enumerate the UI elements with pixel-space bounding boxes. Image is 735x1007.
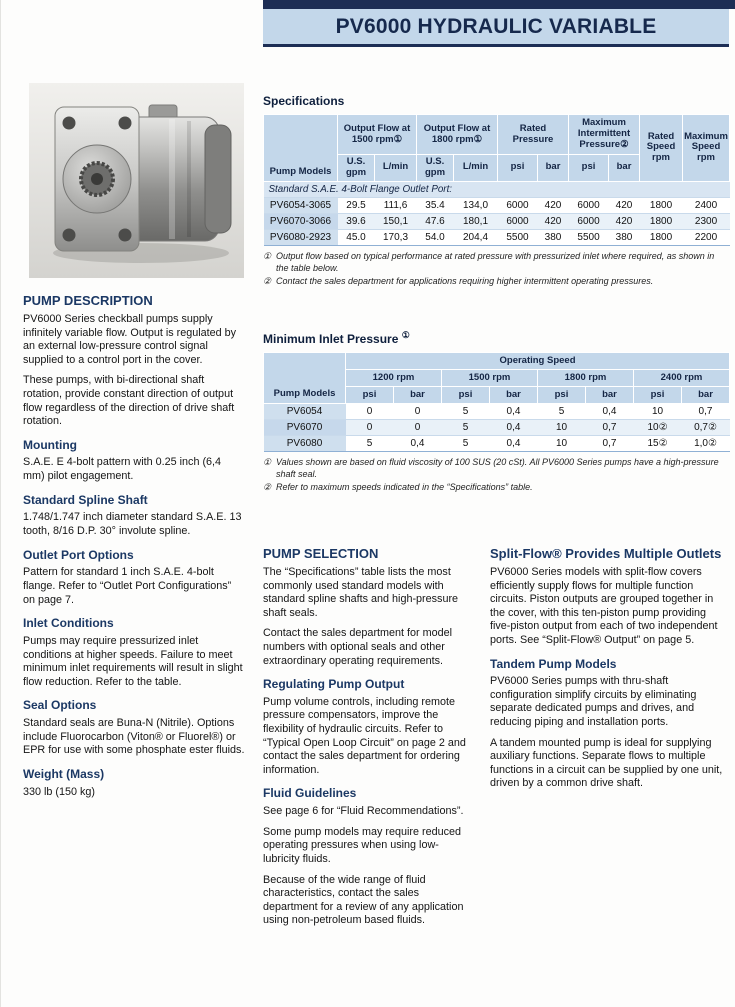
column-header: L/min — [454, 155, 498, 182]
cell: 420 — [538, 213, 569, 229]
cell: 47.6 — [417, 213, 454, 229]
table-row — [264, 436, 730, 452]
cell: 1,0② — [682, 436, 730, 452]
column-header: bar — [538, 155, 569, 182]
cell: 39.6 — [338, 213, 375, 229]
paragraph: 1.748/1.747 inch diameter standard S.A.E. 13 tooth, 8/16 D.P. 30° involute spline. — [23, 511, 242, 538]
section-pump-description — [23, 294, 245, 429]
inlet-pressure-heading — [263, 330, 729, 346]
page-title: PV6000 HYDRAULIC VARIABLE — [335, 14, 657, 38]
cell: 0,7 — [586, 420, 634, 436]
section-heading: Split-Flow® Provides Multiple Outlets — [490, 546, 722, 561]
specifications-heading: Specifications — [263, 94, 345, 108]
column-header: bar — [394, 387, 442, 404]
cell: 0,4 — [586, 404, 634, 420]
column-header: psi — [346, 387, 394, 404]
column-header: 1500 rpm — [442, 370, 538, 387]
cell: 0,7 — [682, 404, 730, 420]
cell: 0,4 — [490, 436, 538, 452]
paragraph: A tandem mounted pump is ideal for supplying auxiliary functions. Separate flows to multiple functions in a circuit can be supplied by one unit, driven by a common drive shaft. — [490, 736, 723, 790]
paragraph: Standard seals are Buna-N (Nitrile). Options include Fluorocarbon (Viton® or Fluorel®) or EPR for use with some phosphate ester fluids. — [23, 717, 245, 757]
cell: 5 — [442, 420, 490, 436]
cell: 0 — [394, 420, 442, 436]
header-top-bar — [263, 0, 735, 9]
column-header: bar — [490, 387, 538, 404]
cell: 0 — [346, 404, 394, 420]
pump-photo — [29, 83, 244, 278]
paragraph: PV6000 Series checkball pumps supply infinitely variable flow. Output is regulated by an external low-pressure control signal supplied to a control port in the cover. — [23, 312, 237, 366]
section-mounting — [23, 439, 245, 484]
cell: 1800 — [640, 229, 683, 245]
column-header: 1200 rpm — [346, 370, 442, 387]
paragraph: Some pump models may require reduced operating pressures when using low-lubricity fluids. — [263, 825, 462, 866]
paragraph: Because of the wide range of fluid characteristics, contact the sales department for a review of any application using non-petroleum based fluids. — [263, 873, 464, 927]
cell: 5500 — [498, 229, 538, 245]
cell: 0,7 — [586, 436, 634, 452]
column-header: U.S. gpm — [338, 155, 375, 182]
cell: 0,7② — [682, 420, 730, 436]
cell-model: PV6070-3066 — [264, 213, 338, 229]
cell: 420 — [609, 213, 640, 229]
paragraph: S.A.E. E 4-bolt pattern with 0.25 inch (6,4 mm) pilot engagement. — [23, 456, 222, 483]
section-tandem-pump-models — [490, 658, 729, 792]
section-heading: PUMP DESCRIPTION — [23, 293, 153, 308]
column-header: bar — [609, 155, 640, 182]
cell: 10 — [634, 404, 682, 420]
table-subheader: Standard S.A.E. 4-Bolt Flange Outlet Port: — [264, 181, 730, 197]
section-standard-spline-shaft — [23, 494, 245, 539]
column-header: Pump Models — [264, 353, 346, 404]
section-heading: PUMP SELECTION — [263, 546, 379, 561]
cell: 5 — [442, 436, 490, 452]
cell: 2300 — [683, 213, 730, 229]
pump-selection-column — [263, 547, 475, 935]
column-header: 2400 rpm — [634, 370, 730, 387]
column-header: Output Flow at 1800 rpm① — [417, 115, 498, 155]
section-heading: Fluid Guidelines — [263, 786, 357, 801]
cell: 2400 — [683, 197, 730, 213]
paragraph: Pump volume controls, including remote pressure compensators, improve the flexibility of hydraulic circuits. Refer to “Typical Open Loop Circuit” on page 2 and contact the sales department for ordering information. — [263, 695, 466, 776]
paragraph: Contact the sales department for model numbers with optional seals and other extraordinary operating requirements. — [263, 627, 453, 667]
column-header: psi — [538, 387, 586, 404]
footnote — [263, 251, 729, 274]
column-header: Maximum Intermittent Pressure② — [569, 115, 640, 155]
heading-footnote-ref: ① — [401, 330, 410, 340]
column-header: psi — [569, 155, 609, 182]
section-pump-selection — [263, 547, 475, 668]
cell: 35.4 — [417, 197, 454, 213]
section-heading: Mounting — [23, 437, 77, 452]
footnote-marker: ① — [263, 250, 272, 261]
inlet-pressure-table — [263, 352, 730, 452]
cell: 5500 — [569, 229, 609, 245]
column-header: psi — [442, 387, 490, 404]
cell: 10 — [538, 420, 586, 436]
header-row — [264, 115, 730, 155]
table-row — [264, 229, 730, 245]
cell: 54.0 — [417, 229, 454, 245]
column-header: bar — [682, 387, 730, 404]
cell: 420 — [538, 197, 569, 213]
section-heading: Standard Spline Shaft — [23, 492, 148, 507]
paragraph: 330 lb (150 kg) — [23, 785, 96, 798]
cell: 0,4 — [490, 404, 538, 420]
cell: 380 — [609, 229, 640, 245]
section-heading: Seal Options — [23, 698, 97, 713]
table-row — [264, 213, 730, 229]
column-header: Pump Models — [264, 115, 338, 182]
specifications-table — [263, 114, 730, 246]
table-row — [264, 197, 730, 213]
inlet-pressure-block — [263, 330, 729, 496]
table-row — [264, 404, 730, 420]
title-band — [263, 9, 729, 47]
paragraph: The “Specifications” table lists the most commonly used standard models with standard spline shafts and high-pressure shaft seals. — [263, 565, 459, 619]
footnote-marker: ② — [263, 276, 272, 287]
cell: 0,4 — [394, 436, 442, 452]
paragraph: Pumps may require pressurized inlet conditions at higher speeds. Failure to meet minimum inlet requirements will result in slight flow reduction. Refer to the table. — [23, 635, 243, 688]
cell: 0 — [346, 420, 394, 436]
footnote — [263, 482, 729, 494]
column-header: Maximum Speed rpm — [683, 115, 730, 182]
column-header: Rated Pressure — [498, 115, 569, 155]
column-header: bar — [586, 387, 634, 404]
column-header: Rated Speed rpm — [640, 115, 683, 182]
footnote-text: Contact the sales department for applications requiring higher intermittent operating pressures. — [276, 276, 654, 287]
cell-model: PV6070 — [264, 420, 346, 436]
cell: 111,6 — [375, 197, 417, 213]
column-header: 1800 rpm — [538, 370, 634, 387]
cell: 45.0 — [338, 229, 375, 245]
left-column — [23, 294, 245, 806]
cell: 1800 — [640, 213, 683, 229]
footnote-marker: ② — [263, 482, 272, 493]
column-header: U.S. gpm — [417, 155, 454, 182]
cell: 10 — [538, 436, 586, 452]
section-heading: Weight (Mass) — [23, 766, 105, 781]
section-regulating-pump-output — [263, 678, 475, 777]
section-inlet-conditions — [23, 617, 245, 689]
header-row — [264, 353, 730, 370]
footnote — [263, 457, 729, 480]
cell-model: PV6054-3065 — [264, 197, 338, 213]
cell: 5 — [346, 436, 394, 452]
cell: 6000 — [569, 197, 609, 213]
specifications-block — [263, 94, 729, 290]
paragraph: See page 6 for “Fluid Recommendations”. — [263, 805, 464, 818]
cell: 15② — [634, 436, 682, 452]
cell: 2200 — [683, 229, 730, 245]
footnote-text: Output flow based on typical performance at rated pressure with pressurized inlet where required, as shown in the table below. — [276, 250, 715, 273]
section-fluid-guidelines — [263, 787, 475, 928]
cell: 420 — [609, 197, 640, 213]
footnote — [263, 276, 729, 288]
cell: 1800 — [640, 197, 683, 213]
cell-model: PV6054 — [264, 404, 346, 420]
table-subheader-row — [264, 181, 730, 197]
section-heading: Inlet Conditions — [23, 616, 114, 631]
cell: 6000 — [498, 197, 538, 213]
cell: 6000 — [569, 213, 609, 229]
column-header: L/min — [375, 155, 417, 182]
cell: 380 — [538, 229, 569, 245]
section-seal-options — [23, 699, 245, 758]
cell-model: PV6080 — [264, 436, 346, 452]
cell: 180,1 — [454, 213, 498, 229]
specifications-footnotes — [263, 251, 729, 288]
heading-text: Minimum Inlet Pressure — [263, 332, 399, 346]
column-header: Output Flow at 1500 rpm① — [338, 115, 417, 155]
cell: 150,1 — [375, 213, 417, 229]
cell: 5 — [538, 404, 586, 420]
pump-image — [29, 83, 244, 278]
split-flow-column — [490, 547, 729, 798]
paragraph: Pattern for standard 1 inch S.A.E. 4-bolt flange. Refer to “Outlet Port Configurations” on page 7. — [23, 566, 232, 606]
paragraph: PV6000 Series pumps with thru-shaft configuration simplify circuits by eliminating separate dedicated pumps and drives, and reducing piping and installation ports. — [490, 675, 697, 729]
inlet-pressure-footnotes — [263, 457, 729, 494]
column-header: psi — [498, 155, 538, 182]
paragraph: These pumps, with bi-directional shaft rotation, provide constant direction of output flow regardless of the direction of drive shaft rotation. — [23, 374, 235, 428]
cell: 10② — [634, 420, 682, 436]
footnote-text: Values shown are based on fluid viscosity of 100 SUS (20 cSt). All PV6000 Series pumps have a high-pressure shaft seal. — [276, 457, 719, 479]
cell: 170,3 — [375, 229, 417, 245]
cell: 6000 — [498, 213, 538, 229]
footnote-marker: ① — [263, 457, 272, 467]
column-header: psi — [634, 387, 682, 404]
section-split-flow — [490, 547, 729, 648]
column-header: Operating Speed — [346, 353, 730, 370]
footnote-text: Refer to maximum speeds indicated in the “Specifications” table. — [276, 482, 533, 493]
cell: 0 — [394, 404, 442, 420]
table-row — [264, 420, 730, 436]
section-heading: Regulating Pump Output — [263, 677, 405, 692]
cell: 5 — [442, 404, 490, 420]
cell: 204,4 — [454, 229, 498, 245]
section-heading: Tandem Pump Models — [490, 656, 617, 671]
paragraph: PV6000 Series models with split-flow covers efficiently supply flows for multiple function circuits. Piston outputs are grouped together in the cover, with this ten-piston pump providing five-piston output from each of two independent ports. See “Split-Flow® Output” on page 5. — [490, 565, 718, 646]
cell-model: PV6080-2923 — [264, 229, 338, 245]
cell: 0,4 — [490, 420, 538, 436]
section-heading: Outlet Port Options — [23, 547, 134, 562]
cell: 29.5 — [338, 197, 375, 213]
section-outlet-port-options — [23, 549, 245, 608]
cell: 134,0 — [454, 197, 498, 213]
section-weight — [23, 768, 245, 799]
